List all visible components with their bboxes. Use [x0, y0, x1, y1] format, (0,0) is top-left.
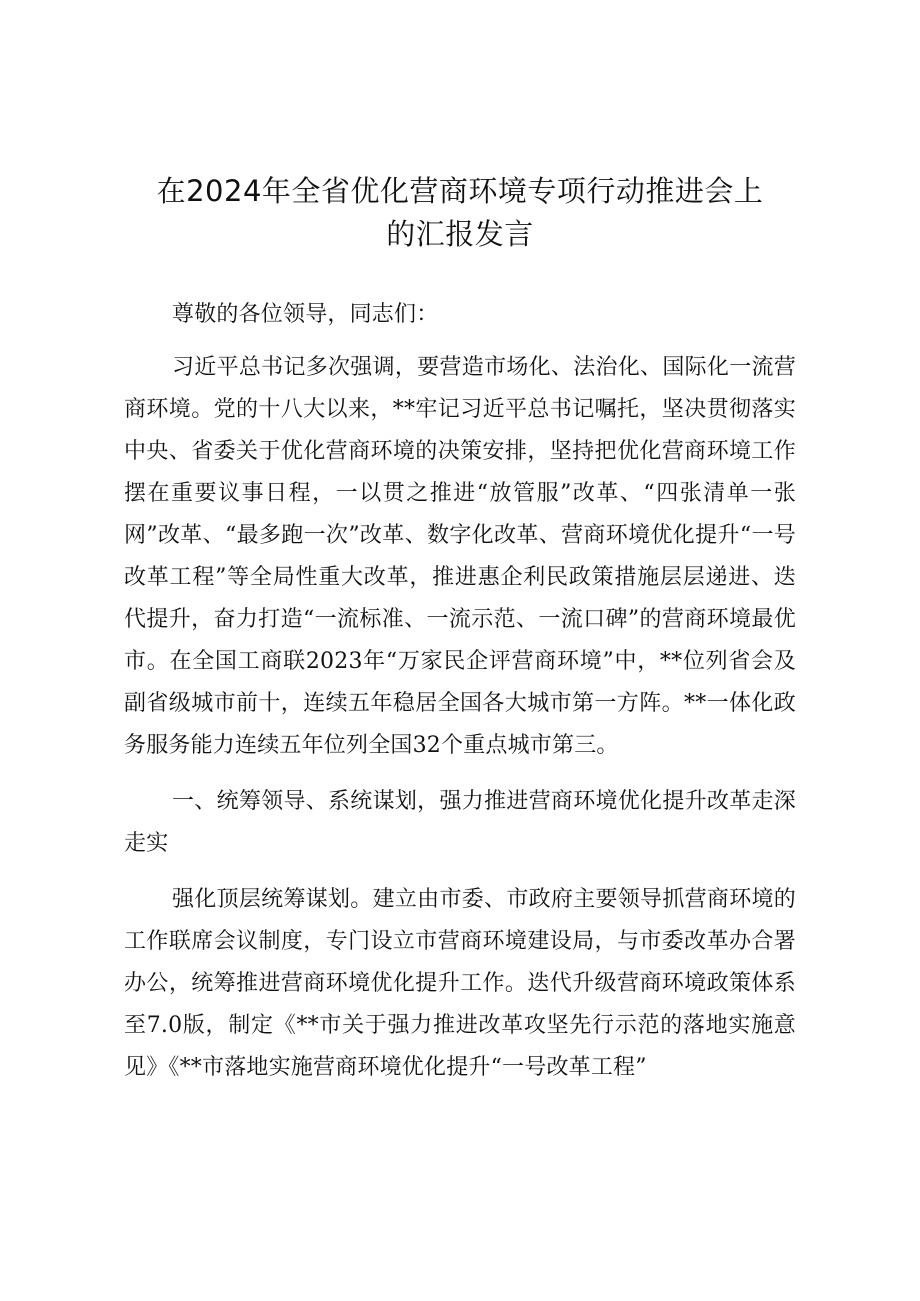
document-title: [120, 170, 800, 256]
section-heading-1: 一、统筹领导、系统谋划，强力推进营商环境优化提升改革走深走实: [124, 789, 796, 856]
document-body: [124, 294, 796, 1089]
salutation: 尊敬的各位领导，同志们：: [172, 302, 439, 327]
paragraph-intro: 习近平总书记多次强调，要营造市场化、法治化、国际化一流营商环境。党的十八大以来，**牢记习近平总书记嘱托，坚决贯彻落实中央、省委关于优化营商环境的决策安排，坚持把优化营商环境工作摆在重要议事日程，一以贯之推进“放管服”改革、“四张清单一张网”改革、“最多跑一次”改革、数字化改革、营商环境优化提升“一号改革工程”等全局性重大改革，推进惠企利民政策措施层层递进、迭代提升，奋力打造“一流标准、一流示范、一流口碑”的营商环境最优市。在全国工商联2023年“万家民企评营商环境”中，**位列省会及副省级城市前十，连续五年稳居全国各大城市第一方阵。**一体化政务服务能力连续五年位列全国32个重点城市第三。: [124, 355, 796, 758]
title-line-1: 在2024年全省优化营商环境专项行动推进会上: [156, 174, 764, 208]
paragraph-top-level-planning: 强化顶层统筹谋划。建立由市委、市政府主要领导抓营商环境的工作联席会议制度，专门设立市营商环境建设局，与市委改革办合署办公，统筹推进营商环境优化提升工作。迭代升级营商环境政策体系至7.0版，制定《**市关于强力推进改革攻坚先行示范的落地实施意见》《**市落地实施营商环境优化提升“一号改革工程”: [124, 887, 796, 1080]
title-line-2: 的汇报发言: [386, 217, 534, 251]
